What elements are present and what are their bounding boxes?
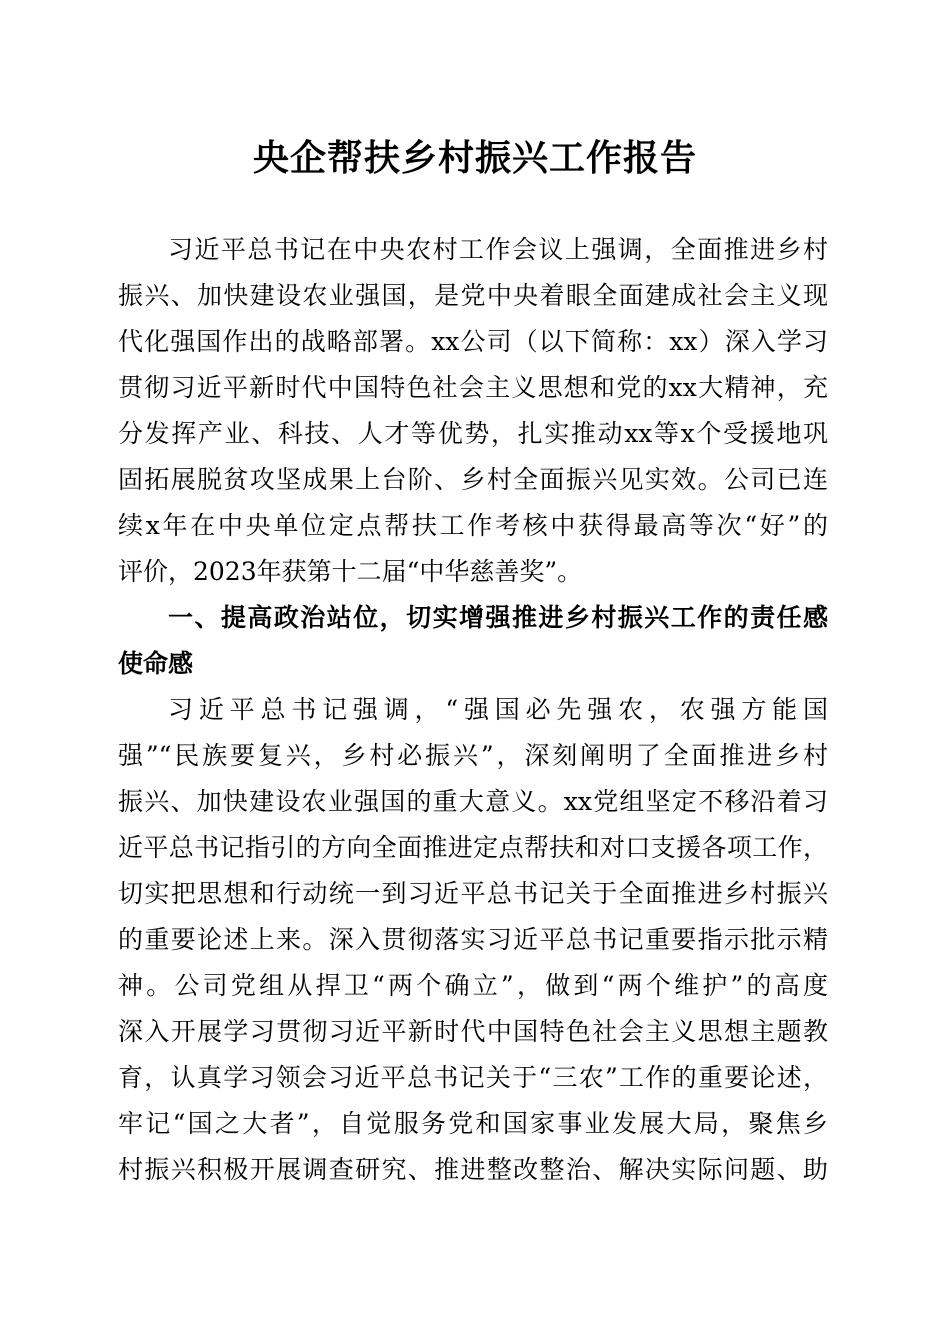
section1-line-10: 牢记“国之大者”，自觉服务党和国家事业发展大局，聚焦乡 — [118, 1109, 828, 1138]
intro-line-5: 分发挥产业、科技、人才等优势，扎实推动xx等x个受援地巩 — [118, 419, 828, 448]
section1-line-7: 神。公司党组从捍卫“两个确立”，做到“两个维护”的高度 — [118, 971, 828, 1000]
section1-line-5: 切实把思想和行动统一到习近平总书记关于全面推进乡村振兴 — [118, 879, 828, 908]
intro-line-1: 习近平总书记在中央农村工作会议上强调，全面推进乡村 — [168, 235, 828, 264]
intro-line-2: 振兴、加快建设农业强国，是党中央着眼全面建成社会主义现 — [118, 281, 828, 310]
section1-line-11: 村振兴积极开展调查研究、推进整改整治、解决实际问题、助 — [118, 1155, 828, 1184]
section1-line-8: 深入开展学习贯彻习近平新时代中国特色社会主义思想主题教 — [118, 1017, 828, 1046]
intro-line-7: 续x年在中央单位定点帮扶工作考核中获得最高等次“好”的 — [118, 511, 828, 540]
intro-line-3: 代化强国作出的战略部署。xx公司（以下简称：xx）深入学习 — [118, 327, 828, 356]
section1-line-2: 强”“民族要复兴，乡村必振兴”，深刻阐明了全面推进乡村 — [118, 741, 828, 770]
intro-line-6: 固拓展脱贫攻坚成果上台阶、乡村全面振兴见实效。公司已连 — [118, 465, 828, 494]
section1-line-6: 的重要论述上来。深入贯彻落实习近平总书记重要指示批示精 — [118, 925, 828, 954]
section1-line-3: 振兴、加快建设农业强国的重大意义。xx党组坚定不移沿着习 — [118, 787, 828, 816]
section1-line-9: 育，认真学习领会习近平总书记关于“三农”工作的重要论述， — [118, 1063, 828, 1092]
section1-line-1: 习近平总书记强调，“强国必先强农，农强方能国 — [168, 695, 828, 724]
section1-heading-line-1: 一、提高政治站位，切实增强推进乡村振兴工作的责任感 — [168, 603, 828, 632]
intro-line-4: 贯彻习近平新时代中国特色社会主义思想和党的xx大精神，充 — [118, 373, 828, 402]
intro-line-8: 评价，2023年获第十二届“中华慈善奖”。 — [118, 557, 583, 586]
section1-heading-line-2: 使命感 — [118, 649, 194, 678]
document-title: 央企帮扶乡村振兴工作报告 — [252, 137, 697, 179]
section1-line-4: 近平总书记指引的方向全面推进定点帮扶和对口支援各项工作， — [118, 833, 828, 862]
